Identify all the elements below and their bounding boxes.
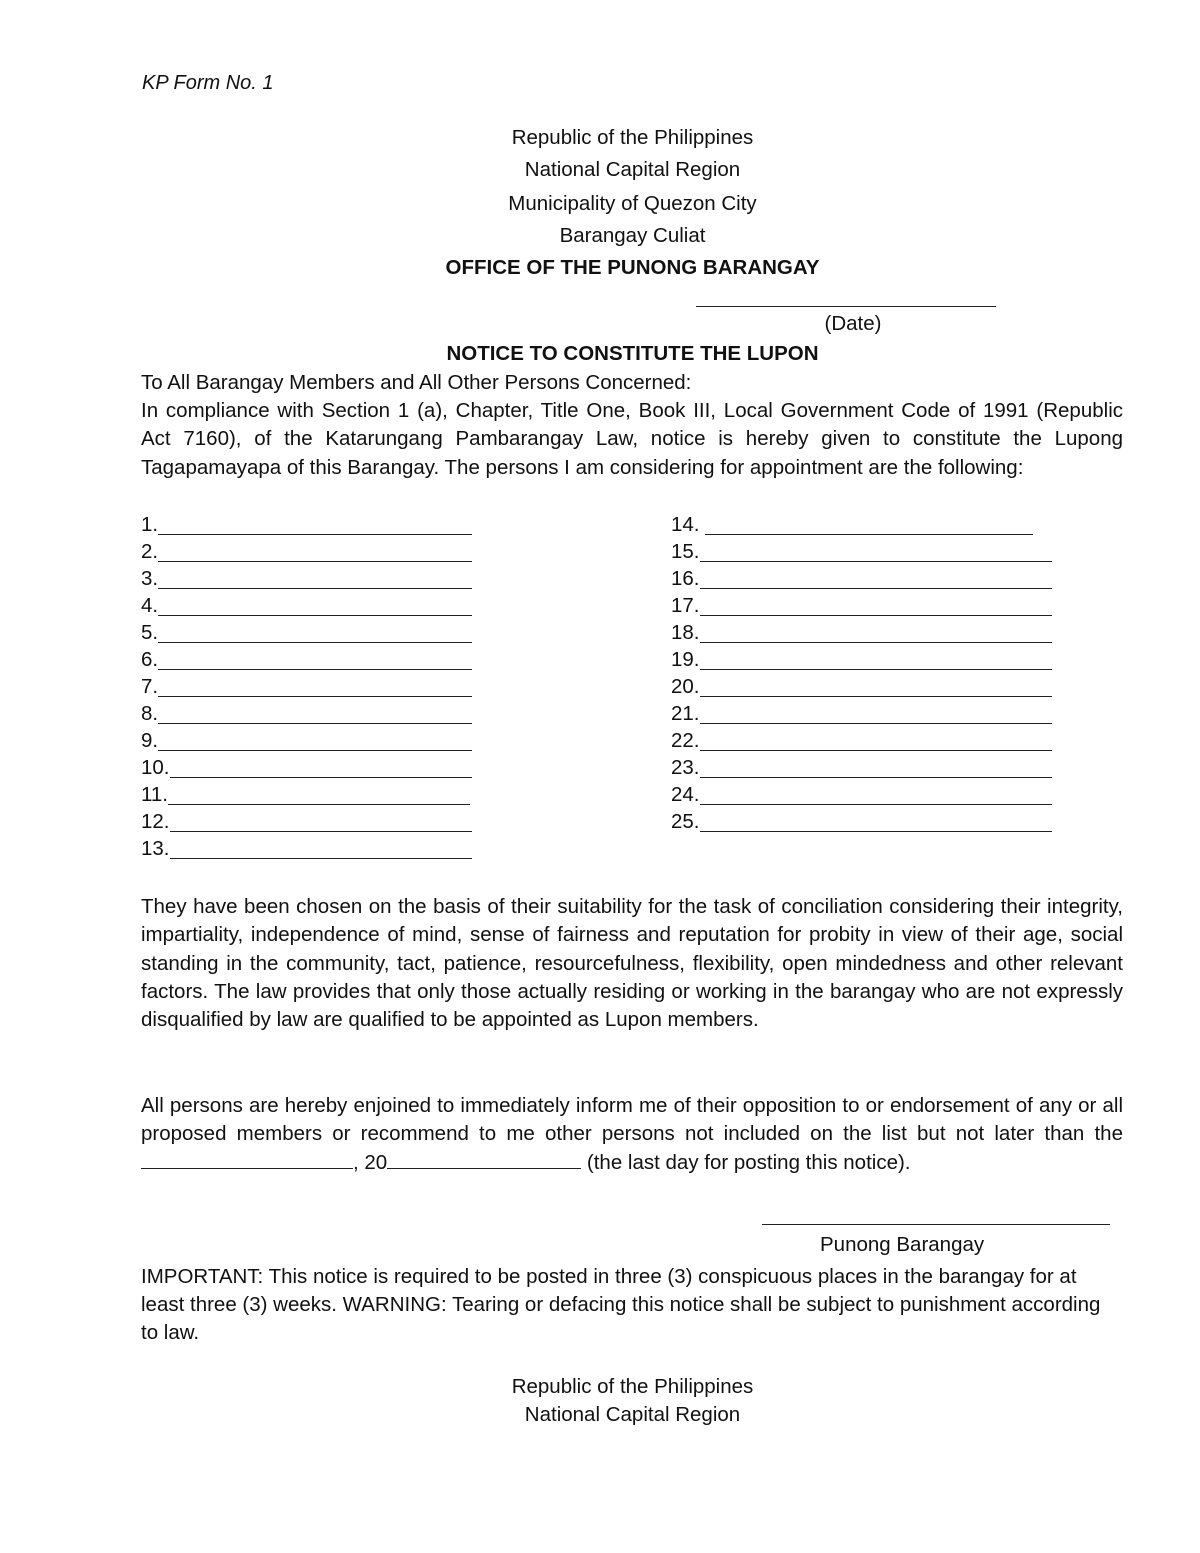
nominee-list-item	[141, 538, 472, 565]
nominee-name-blank	[700, 703, 1052, 724]
nominee-number: 15.	[671, 540, 700, 563]
nominee-name-blank	[158, 622, 472, 643]
nominee-list-item	[141, 673, 472, 700]
date-field-line	[696, 294, 996, 307]
salutation: To All Barangay Members and All Other Persons Concerned:	[141, 371, 692, 394]
nominee-name-blank	[700, 757, 1052, 778]
enjoin-text-part3: (the last day for posting this notice).	[581, 1150, 911, 1174]
nominee-number: 11.	[141, 783, 168, 806]
deadline-date-blank	[141, 1150, 353, 1169]
nominee-number: 20.	[671, 675, 700, 698]
nominee-list-item	[671, 619, 1052, 646]
document-header	[140, 122, 1125, 284]
nominee-list-item	[141, 754, 472, 781]
nominee-name-blank	[168, 784, 470, 805]
nominee-list-item	[141, 700, 472, 727]
nominee-list-item	[141, 592, 472, 619]
footer-republic: Republic of the Philippines	[511, 1375, 754, 1398]
nominee-number: 3.	[141, 567, 159, 590]
nominee-list-item	[141, 781, 472, 808]
nominee-number: 23.	[671, 756, 700, 779]
nominee-name-blank	[700, 541, 1052, 562]
footer-region: National Capital Region	[524, 1403, 741, 1426]
nominee-name-blank	[158, 514, 472, 535]
nominee-number: 12.	[141, 810, 170, 833]
nominee-number: 18.	[671, 621, 700, 644]
nominee-number: 16.	[671, 567, 700, 590]
nominee-list-item	[671, 700, 1052, 727]
nominee-list-item	[671, 646, 1052, 673]
enjoin-text-part2: , 20	[353, 1150, 388, 1174]
nominee-name-blank	[158, 541, 472, 562]
nominee-number: 19.	[671, 648, 700, 671]
nominee-name-blank	[700, 622, 1052, 643]
nominee-name-blank	[158, 676, 472, 697]
nominee-number: 1.	[141, 513, 159, 536]
date-label: (Date)	[824, 312, 882, 335]
nominee-number: 22.	[671, 729, 700, 752]
deadline-year-blank	[387, 1150, 581, 1169]
enjoin-text-part1: All persons are hereby enjoined to immediately inform me of their opposition to or endorsement of any or all proposed members or recommend to me other persons not included on the list but not later than the	[141, 1094, 1123, 1146]
nominee-name-blank	[158, 568, 472, 589]
nominee-number: 6.	[141, 648, 159, 671]
header-office: OFFICE OF THE PUNONG BARANGAY	[445, 256, 820, 279]
nominee-list-item	[671, 592, 1052, 619]
nominee-list-right	[671, 511, 1052, 835]
nominee-name-blank	[700, 568, 1052, 589]
signatory-label: Punong Barangay	[820, 1233, 985, 1256]
header-municipality: Municipality of Quezon City	[508, 192, 757, 215]
important-notice: IMPORTANT: This notice is required to be posted in three (3) conspicuous places in the barangay for at least three (3) weeks. WARNING: Tearing or defacing this notice shall be subject to punishment according to law.	[141, 1265, 1101, 1344]
nominee-list-item	[671, 538, 1052, 565]
signature-line	[762, 1212, 1110, 1225]
nominee-list-item	[141, 511, 472, 538]
header-republic: Republic of the Philippines	[511, 126, 754, 149]
nominee-list-left	[141, 511, 472, 862]
nominee-name-blank	[700, 676, 1052, 697]
nominee-name-blank	[170, 811, 472, 832]
form-number: KP Form No. 1	[142, 72, 274, 94]
nominee-list-item	[671, 673, 1052, 700]
nominee-name-blank	[705, 514, 1033, 535]
nominee-name-blank	[700, 811, 1052, 832]
nominee-number: 25.	[671, 810, 700, 833]
nominee-list-item	[671, 511, 1052, 538]
nominee-number: 2.	[141, 540, 159, 563]
nominee-list-item	[141, 727, 472, 754]
header-region: National Capital Region	[524, 158, 741, 181]
nominee-list-item	[141, 646, 472, 673]
nominee-number: 8.	[141, 702, 159, 725]
nominee-list-item	[671, 727, 1052, 754]
nominee-number: 7.	[141, 675, 159, 698]
nominee-number: 17.	[671, 594, 700, 617]
nominee-name-blank	[700, 595, 1052, 616]
header-barangay: Barangay Culiat	[559, 224, 706, 247]
nominee-name-blank	[170, 838, 472, 859]
document-footer	[140, 1373, 1125, 1429]
nominee-list-item	[141, 835, 472, 862]
nominee-number: 10.	[141, 756, 170, 779]
nominee-number: 24.	[671, 783, 700, 806]
nominee-name-blank	[158, 649, 472, 670]
intro-paragraph: In compliance with Section 1 (a), Chapter, Title One, Book III, Local Government Code of 1991 (Republic Act 7160), of the Katarungang Pambarangay Law, notice is hereby given to constitute the Lupong Tagapamayapa of this Barangay. The persons I am considering for appointment are the following:	[141, 399, 1123, 479]
nominee-number: 9.	[141, 729, 159, 752]
nominee-list-item	[671, 808, 1052, 835]
nominee-list-item	[141, 808, 472, 835]
nominee-list-item	[671, 781, 1052, 808]
nominee-number: 14.	[671, 513, 706, 536]
nominee-number: 4.	[141, 594, 159, 617]
nominee-list-item	[671, 565, 1052, 592]
nominee-number: 13.	[141, 837, 170, 860]
nominee-name-blank	[158, 730, 472, 751]
nominee-list-item	[141, 565, 472, 592]
nominee-list-item	[671, 754, 1052, 781]
nominee-name-blank	[158, 595, 472, 616]
nominee-number: 5.	[141, 621, 159, 644]
nominee-number: 21.	[671, 702, 700, 725]
nominee-name-blank	[170, 757, 472, 778]
enjoin-paragraph	[141, 1092, 1123, 1177]
notice-title: NOTICE TO CONSTITUTE THE LUPON	[446, 342, 819, 365]
nominee-name-blank	[700, 730, 1052, 751]
nominee-list-item	[141, 619, 472, 646]
nominee-name-blank	[700, 784, 1052, 805]
nominee-name-blank	[158, 703, 472, 724]
nominee-name-blank	[700, 649, 1052, 670]
chosen-paragraph: They have been chosen on the basis of their suitability for the task of conciliation considering their integrity, impartiality, independence of mind, sense of fairness and reputation for probity in view of their age, social standing in the community, tact, patience, resourcefulness, flexibility, open mindedness and other relevant factors. The law provides that only those actually residing or working in the barangay who are not expressly disqualified by law are qualified to be appointed as Lupon members.	[141, 895, 1123, 1032]
